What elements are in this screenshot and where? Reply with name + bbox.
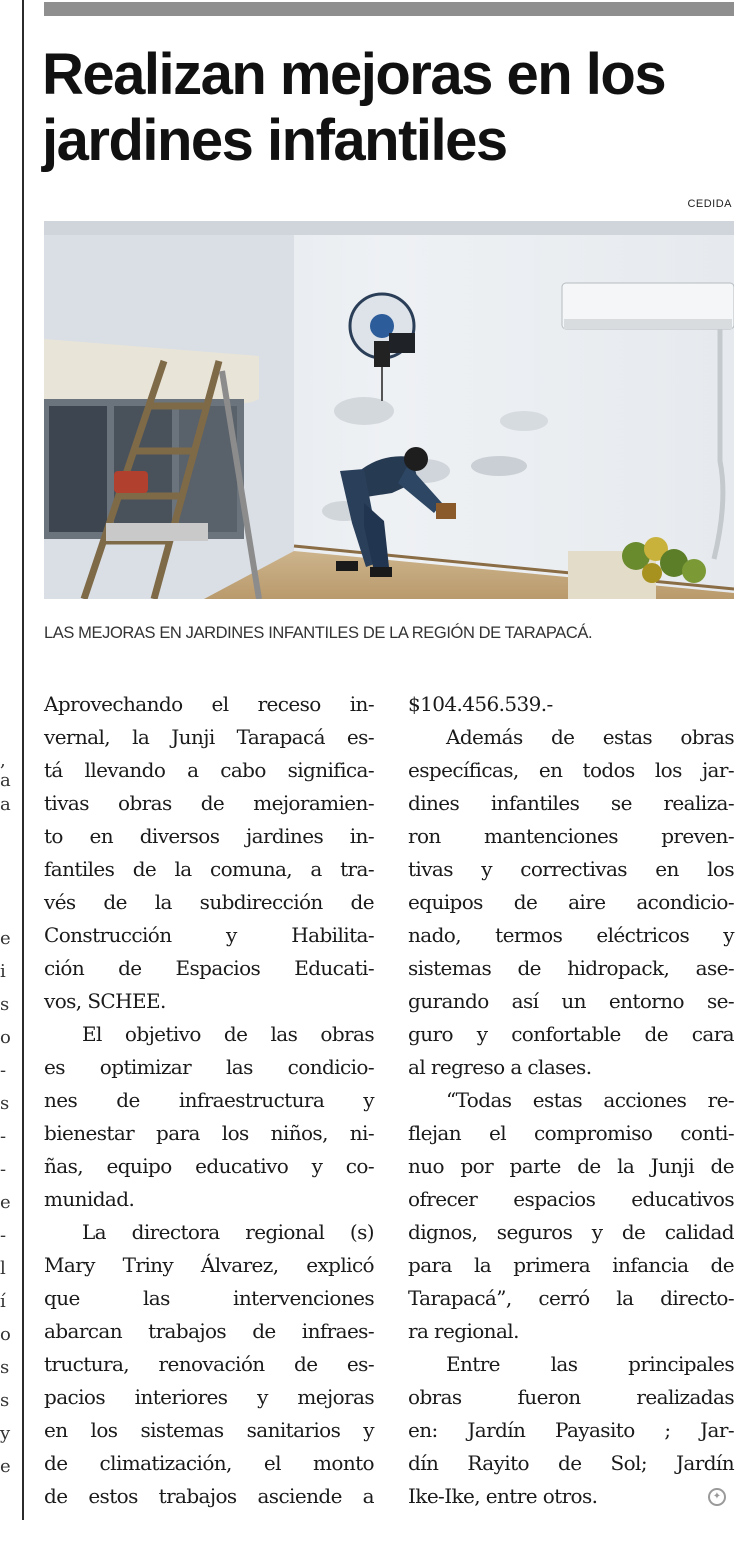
- article-photo: [44, 221, 734, 599]
- body-line: Aprovechando el receso in-: [44, 692, 374, 716]
- body-line: obras fueron realizadas: [408, 1385, 734, 1409]
- body-line: ción de Espacios Educati-: [44, 956, 374, 980]
- body-line: ñas, equipo educativo y co-: [44, 1154, 374, 1178]
- article-headline: [42, 42, 742, 174]
- body-line: Construcción y Habilita-: [44, 923, 374, 947]
- adjacent-column-fragments: [0, 0, 10, 1520]
- headline-line-2: jardines infantiles: [42, 108, 507, 173]
- body-line: dines infantiles se realiza-: [408, 791, 734, 815]
- body-line: en: Jardín Payasito ; Jar-: [408, 1418, 734, 1442]
- body-line: equipos de aire acondicio-: [408, 890, 734, 914]
- body-line: tivas obras de mejoramien-: [44, 791, 374, 815]
- body-line: específicas, en todos los jar-: [408, 758, 734, 782]
- body-line: nuo por parte de la Junji de: [408, 1154, 734, 1178]
- body-line: para la primera infancia de: [408, 1253, 734, 1277]
- body-line: ron mantenciones preven-: [408, 824, 734, 848]
- article-body-left-column: [44, 688, 374, 1513]
- fragment-char: a: [0, 794, 11, 815]
- body-line: Entre las principales: [446, 1352, 734, 1376]
- article-end-icon: ✦: [708, 1488, 726, 1506]
- body-line: to en diversos jardines in-: [44, 824, 374, 848]
- section-top-bar: [44, 2, 734, 16]
- body-line: ofrecer espacios educativos: [408, 1187, 734, 1211]
- fragment-char: e: [0, 1192, 11, 1213]
- body-line: es optimizar las condicio-: [44, 1055, 374, 1079]
- fragment-char: a: [0, 770, 11, 791]
- fragment-char: í: [0, 1291, 6, 1312]
- fragment-char: i: [0, 961, 6, 982]
- body-line: tivas y correctivas en los: [408, 857, 734, 881]
- body-line: nes de infraestructura y: [44, 1088, 374, 1112]
- body-line: que las intervenciones: [44, 1286, 374, 1310]
- fragment-char: -: [0, 1159, 7, 1180]
- body-line: nado, termos eléctricos y: [408, 923, 734, 947]
- body-line: vos, SCHEE.: [44, 989, 166, 1013]
- body-line: fantiles de la comuna, a tra-: [44, 857, 374, 881]
- fragment-char: s: [0, 1093, 10, 1114]
- fragment-char: s: [0, 994, 10, 1015]
- body-line: $104.456.539.-: [408, 692, 553, 716]
- body-line: al regreso a clases.: [408, 1055, 592, 1079]
- body-line: de estos trabajos asciende a: [44, 1484, 374, 1508]
- fragment-char: s: [0, 1357, 10, 1378]
- fragment-char: -: [0, 1225, 7, 1246]
- body-line: en los sistemas sanitarios y: [44, 1418, 374, 1442]
- body-line: guro y confortable de cara: [408, 1022, 734, 1046]
- body-line: Mary Triny Álvarez, explicó: [44, 1253, 374, 1277]
- body-line: dín Rayito de Sol; Jardín: [408, 1451, 734, 1475]
- fragment-char: -: [0, 1060, 7, 1081]
- fragment-char: y: [0, 1423, 11, 1444]
- column-divider: [22, 0, 24, 1520]
- body-line: dignos, seguros y de calidad: [408, 1220, 734, 1244]
- body-line: abarcan trabajos de infraes-: [44, 1319, 374, 1343]
- body-line: de climatización, el monto: [44, 1451, 374, 1475]
- body-line: vernal, la Junji Tarapacá es-: [44, 725, 374, 749]
- body-line: ra regional.: [408, 1319, 519, 1343]
- body-line: “Todas estas acciones re-: [446, 1088, 734, 1112]
- body-line: tructura, renovación de es-: [44, 1352, 374, 1376]
- photo-credit: CEDIDA: [687, 198, 732, 210]
- body-line: El objetivo de las obras: [82, 1022, 374, 1046]
- fragment-char: l: [0, 1258, 6, 1279]
- body-line: vés de la subdirección de: [44, 890, 374, 914]
- headline-line-1: Realizan mejoras en los: [42, 42, 666, 107]
- body-line: pacios interiores y mejoras: [44, 1385, 374, 1409]
- fragment-char: ,: [0, 750, 6, 771]
- fragment-char: s: [0, 1390, 10, 1411]
- body-line: Tarapacá”, cerró la directo-: [408, 1286, 734, 1310]
- body-line: tá llevando a cabo significa-: [44, 758, 374, 782]
- fragment-char: e: [0, 1456, 11, 1477]
- fragment-char: o: [0, 1027, 11, 1048]
- photo-caption: LAS MEJORAS EN JARDINES INFANTILES DE LA REGIÓN DE TARAPACÁ.: [44, 624, 593, 642]
- body-line: Ike-Ike, entre otros.: [408, 1484, 598, 1508]
- body-line: flejan el compromiso conti-: [408, 1121, 734, 1145]
- body-line: gurando así un entorno se-: [408, 989, 734, 1013]
- fragment-char: -: [0, 1126, 7, 1147]
- body-line: sistemas de hidropack, ase-: [408, 956, 734, 980]
- body-line: Además de estas obras: [446, 725, 734, 749]
- body-line: La directora regional (s): [82, 1220, 374, 1244]
- body-line: bienestar para los niños, ni-: [44, 1121, 374, 1145]
- fragment-char: o: [0, 1324, 11, 1345]
- article-body-right-column: [408, 688, 734, 1513]
- body-line: munidad.: [44, 1187, 135, 1211]
- fragment-char: e: [0, 928, 11, 949]
